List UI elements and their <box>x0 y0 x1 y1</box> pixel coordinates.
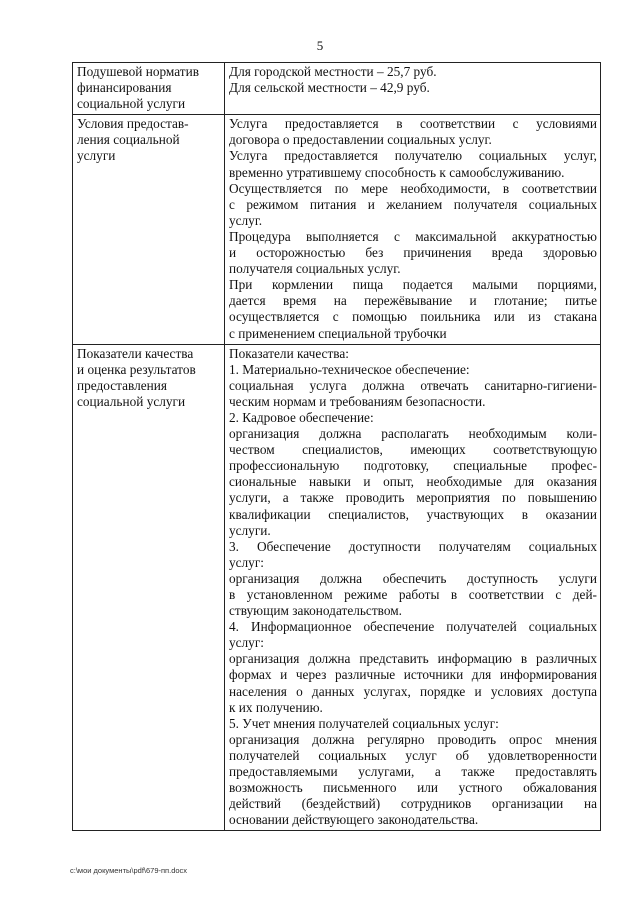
content-line: При кормлении пища подается малыми порциями, <box>229 277 597 293</box>
content-line: организация должна регулярно проводить опрос мнения <box>229 731 597 747</box>
content-line: Для сельской местности – 42,9 руб. <box>229 80 430 96</box>
content-line: получателей социальных услуг об удовлетворенности <box>229 747 597 763</box>
content-line: дается время на пережёвывание и глотание; питье <box>229 293 597 309</box>
content-line: организация должна обеспечить доступность услуги <box>229 570 597 586</box>
content-line: осуществляется с помощью поильника или из стакана <box>229 309 597 325</box>
row-label-cell <box>73 344 225 831</box>
content-line: возможность письменного или устного обжалования <box>229 780 597 796</box>
content-line: услуги. <box>229 522 271 538</box>
content-line: Услуга предоставляется в соответствии с условиями <box>229 116 597 132</box>
footer-file-path: c:\мои документы\pdf\679-пп.docx <box>70 866 188 875</box>
content-line: предоставляемыми услугами, а также предоставлять <box>229 764 597 780</box>
content-line: организация должна представить информацию в различных <box>229 651 597 667</box>
row-label-line: услуги <box>77 148 116 164</box>
content-line: получателя социальных услуг. <box>229 261 401 277</box>
content-line: и осторожностью без причинения вреда здоровью <box>229 245 597 261</box>
content-line: квалификации специалистов, участвующих в оказании <box>229 506 597 522</box>
row-content-cell <box>225 63 601 115</box>
content-line: социальная услуга должна отвечать санитарно-гигиени- <box>229 377 597 393</box>
table-row <box>73 115 601 344</box>
row-label-line: Показатели качества <box>77 345 194 361</box>
row-label-line: ления социальной <box>77 132 180 148</box>
content-line: действий (бездействий) сотрудников организации на <box>229 796 597 812</box>
row-label-cell <box>73 115 225 344</box>
content-line: Процедура выполняется с максимальной аккуратностью <box>229 228 597 244</box>
content-line: услуг. <box>229 212 263 228</box>
service-standard-table <box>72 62 601 831</box>
content-line: 2. Кадровое обеспечение: <box>229 409 374 425</box>
row-label-line: Подушевой норматив <box>77 64 199 79</box>
content-line: Услуга предоставляется получателю социальных услуг, <box>229 148 597 164</box>
content-line: 1. Материально-техническое обеспечение: <box>229 361 470 377</box>
content-line: 5. Учет мнения получателей социальных услуг: <box>229 715 499 731</box>
content-line: Осуществляется по мере необходимости, в соответствии <box>229 180 597 196</box>
row-content-cell <box>225 344 601 831</box>
content-line: формах и через различные источники для информирования <box>229 667 597 683</box>
content-line: услуг: <box>229 554 264 570</box>
row-label-line: предоставления <box>77 377 168 393</box>
row-label-line: социальной услуги <box>77 96 186 112</box>
content-line: договора о предоставлении социальных услуг. <box>229 132 492 148</box>
content-line: 4. Информационное обеспечение получателей социальных <box>229 619 597 635</box>
content-line: чеством специалистов, имеющих соответствующую <box>229 442 597 458</box>
content-line: к их получению. <box>229 699 323 715</box>
content-line: сиональные навыки и опыт, необходимые для оказания <box>229 474 597 490</box>
content-line: организация должна располагать необходимым коли- <box>229 426 597 442</box>
content-line: основании действующего законодательства. <box>229 812 479 828</box>
content-line: населения о данных услугах, порядке и условиях доступа <box>229 683 597 699</box>
content-line: в установленном режиме работы в соответствии с дей- <box>229 587 597 602</box>
row-content-cell <box>225 115 601 344</box>
content-line: 3. Обеспечение доступности получателям социальных <box>229 538 597 554</box>
table-row <box>73 344 601 831</box>
page-number: 5 <box>316 38 324 53</box>
table-row <box>73 63 601 115</box>
content-line: Для городской местности – 25,7 руб. <box>229 64 437 79</box>
row-label-line: финансирования <box>77 80 172 96</box>
table-body <box>73 63 601 831</box>
content-line: услуг: <box>229 635 264 651</box>
row-label-line: социальной услуги <box>77 393 186 409</box>
row-label-cell <box>73 63 225 115</box>
row-label-line: и оценка результатов <box>77 361 196 377</box>
content-line: с применением специальной трубочки <box>229 325 447 341</box>
content-line: ческим нормам и требованиям безопасности. <box>229 393 486 409</box>
content-line: с режимом питания и желанием получателя социальных <box>229 196 597 212</box>
content-line: профессиональную подготовку, специальные профес- <box>229 458 597 474</box>
row-label-line: Условия предостав- <box>77 116 189 132</box>
content-line: ствующим законодательством. <box>229 603 402 619</box>
content-line: услуги, а также проводить мероприятия по повышению <box>229 490 597 506</box>
content-line: Показатели качества: <box>229 345 349 361</box>
content-line: временно утратившему способность к самообслуживанию. <box>229 164 565 180</box>
